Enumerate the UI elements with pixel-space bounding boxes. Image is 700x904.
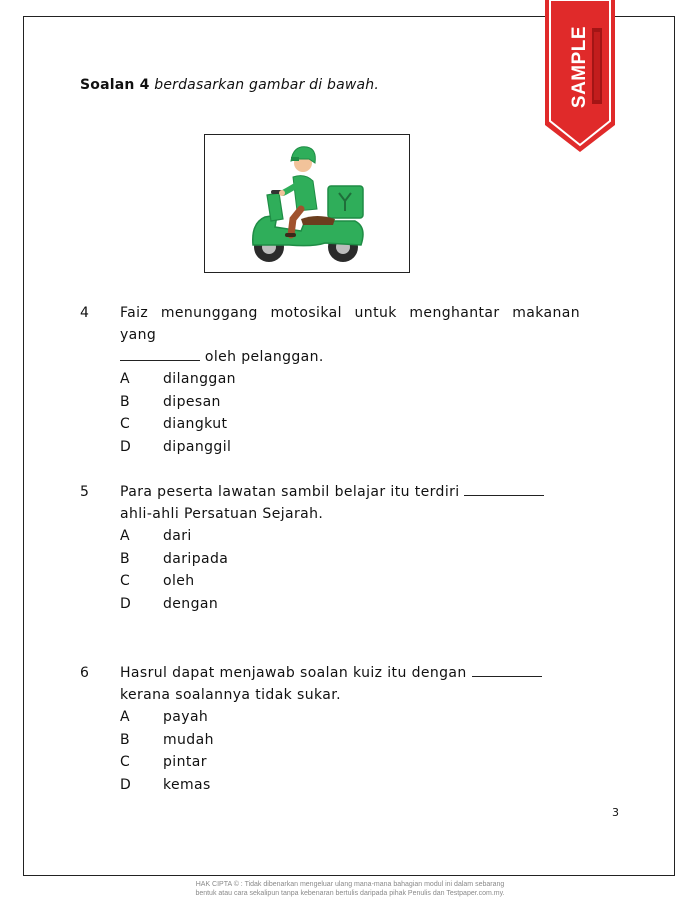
picture-frame bbox=[204, 134, 410, 273]
question-text bbox=[120, 302, 580, 368]
option-text: dari bbox=[163, 528, 192, 544]
option-letter: A bbox=[120, 371, 130, 387]
question-text bbox=[120, 481, 580, 525]
question-line: ahli-ahli Persatuan Sejarah. bbox=[120, 506, 324, 522]
option-a[interactable] bbox=[80, 368, 580, 391]
footer-line: bentuk atau cara sekalipun tanpa kebenaran bertulis daripada pihak Penulis dan Testpaper.com.my. bbox=[195, 890, 505, 897]
option-d[interactable] bbox=[80, 593, 580, 616]
option-letter: C bbox=[120, 573, 131, 589]
option-text: payah bbox=[163, 709, 209, 725]
option-c[interactable] bbox=[80, 413, 580, 436]
option-text: oleh bbox=[163, 573, 195, 589]
option-b[interactable] bbox=[80, 391, 580, 414]
answer-blank bbox=[120, 346, 200, 361]
copyright-footer bbox=[0, 880, 700, 898]
option-letter: B bbox=[120, 731, 131, 748]
option-text: dipesan bbox=[163, 393, 221, 410]
option-c[interactable] bbox=[80, 570, 580, 593]
option-letter: C bbox=[120, 754, 131, 770]
question-number: 4 bbox=[80, 305, 90, 321]
answer-blank bbox=[464, 481, 544, 496]
option-text: mudah bbox=[163, 731, 214, 748]
option-text: dengan bbox=[163, 595, 219, 612]
question-number: 6 bbox=[80, 665, 90, 681]
sample-watermark-label: SAMPLE bbox=[569, 25, 590, 109]
option-a[interactable] bbox=[80, 706, 580, 729]
intro-italic: berdasarkan gambar di bawah. bbox=[154, 77, 380, 93]
answer-blank bbox=[472, 662, 542, 677]
option-letter: A bbox=[120, 528, 130, 544]
option-d[interactable] bbox=[80, 436, 580, 459]
question-intro bbox=[80, 77, 379, 93]
option-text: dilanggan bbox=[163, 371, 236, 387]
question-line: Faiz menunggang motosikal untuk menghantar makanan yang bbox=[120, 305, 580, 343]
question-5 bbox=[80, 481, 580, 615]
question-number: 5 bbox=[80, 484, 90, 500]
option-c[interactable] bbox=[80, 751, 580, 774]
option-letter: C bbox=[120, 416, 131, 432]
option-text: dipanggil bbox=[163, 438, 232, 455]
question-line: Para peserta lawatan sambil belajar itu terdiri bbox=[120, 484, 460, 500]
delivery-scooter-rider-icon bbox=[205, 135, 411, 274]
option-text: daripada bbox=[163, 550, 229, 567]
option-text: kemas bbox=[163, 776, 211, 793]
question-6 bbox=[80, 662, 580, 796]
option-letter: D bbox=[120, 438, 132, 455]
option-letter: D bbox=[120, 776, 132, 793]
option-a[interactable] bbox=[80, 525, 580, 548]
option-letter: D bbox=[120, 595, 132, 612]
question-4 bbox=[80, 302, 580, 458]
page-number: 3 bbox=[612, 806, 619, 819]
question-line: kerana soalannya tidak sukar. bbox=[120, 687, 341, 703]
option-d[interactable] bbox=[80, 774, 580, 797]
option-text: diangkut bbox=[163, 416, 228, 432]
intro-bold: Soalan 4 bbox=[80, 77, 150, 93]
option-letter: B bbox=[120, 393, 131, 410]
option-letter: B bbox=[120, 550, 131, 567]
question-line: Hasrul dapat menjawab soalan kuiz itu dengan bbox=[120, 665, 467, 681]
option-b[interactable] bbox=[80, 548, 580, 571]
option-letter: A bbox=[120, 709, 130, 725]
question-line: oleh pelanggan. bbox=[204, 349, 324, 365]
question-text bbox=[120, 662, 580, 706]
footer-line: HAK CIPTA © : Tidak dibenarkan mengeluar ulang mana-mana bahagian modul ini dalam sebarang bbox=[195, 881, 505, 888]
option-text: pintar bbox=[163, 754, 207, 770]
option-b[interactable] bbox=[80, 729, 580, 752]
